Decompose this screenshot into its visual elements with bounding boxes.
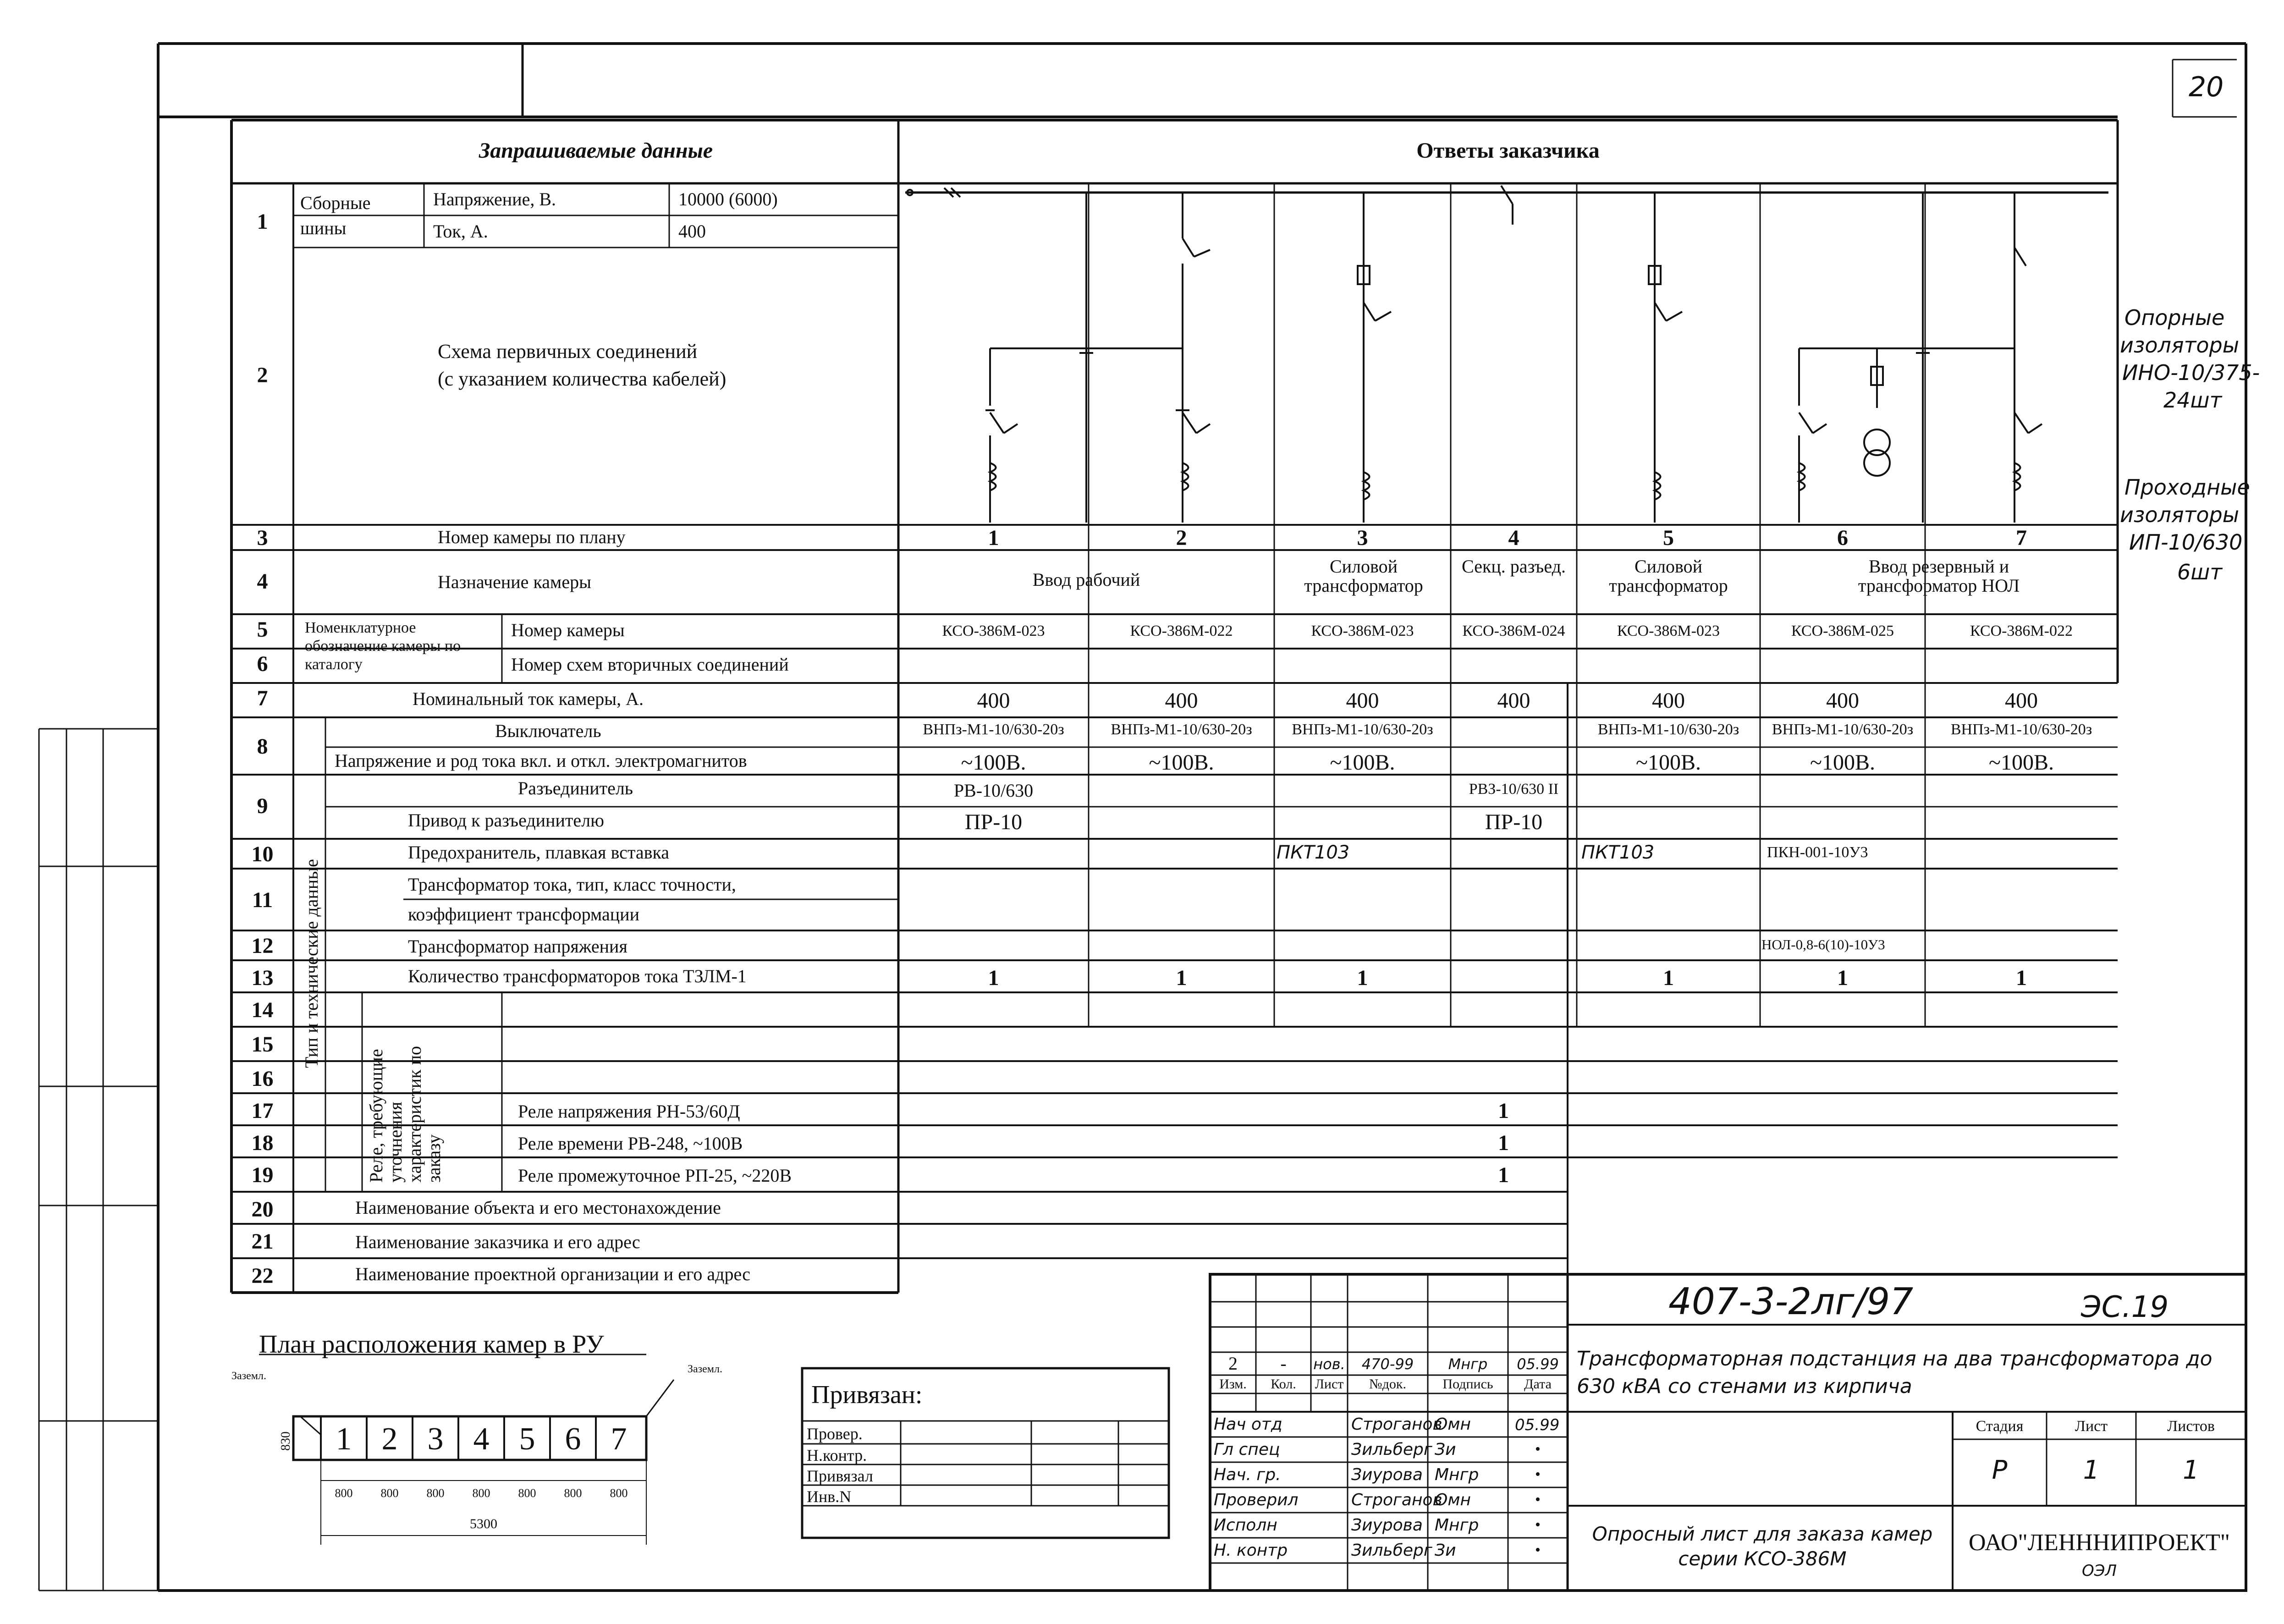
signer-sign: Омн <box>1435 1491 1471 1509</box>
camera-plan-number: 4 <box>1508 526 1519 550</box>
current-label: Ток, А. <box>433 221 488 242</box>
plan-width: 800 <box>426 1486 445 1500</box>
camera-purpose: Силовой трансформатор <box>1304 556 1423 596</box>
row-num: 20 <box>251 1197 274 1222</box>
header-cell: Дата <box>1524 1376 1552 1392</box>
signer-sign: Мнгр <box>1435 1465 1479 1484</box>
camera-current: 400 <box>977 688 1010 713</box>
change-cell: Мнгр <box>1448 1355 1488 1373</box>
signer-date: • <box>1535 1441 1541 1458</box>
plan-cell: 1 <box>336 1421 352 1457</box>
plan-total: 5300 <box>470 1516 497 1531</box>
bushing-insulators-note: Проходные <box>2124 475 2250 500</box>
header-cell: №док. <box>1369 1376 1406 1392</box>
signer-role: Исполн <box>1214 1516 1277 1535</box>
stamp-title: Трансформаторная подстанция на два трансформатора до 630 кВА со стенами из кирпича <box>1577 1347 2212 1398</box>
camera-magnets: ~100В. <box>1149 750 1214 775</box>
row-num: 5 <box>257 617 268 642</box>
secondary-scheme-label: Номер схем вторичных соединений <box>511 654 789 675</box>
bushing-insulators-note: ИП-10/630 <box>2129 530 2243 555</box>
camera-current: 400 <box>1165 688 1198 713</box>
signer-role: Гл спец <box>1214 1440 1280 1459</box>
stage-value: Р <box>1992 1455 2008 1485</box>
plan-width: 800 <box>518 1486 536 1500</box>
camera-number: КСО-386М-023 <box>1617 622 1720 639</box>
camera-drive: ПР-10 <box>964 810 1023 834</box>
camera-drive: ПР-10 <box>1485 810 1543 834</box>
row-num: 16 <box>251 1067 274 1091</box>
binding-row: Инв.N <box>807 1487 852 1506</box>
signer-date: • <box>1535 1516 1541 1533</box>
row-num: 17 <box>251 1099 274 1123</box>
support-insulators-note: Опорные <box>2124 305 2225 330</box>
camera-fuse: ПКТ103 <box>1277 842 1350 863</box>
camera-purpose: Ввод рабочий <box>1032 569 1140 590</box>
relay-label: Реле, требующие уточнения характеристик по заказу <box>366 1046 444 1183</box>
ct-count-label: Количество трансформаторов тока ТЗЛМ-1 <box>408 966 747 986</box>
camera-plan-number: 5 <box>1663 526 1674 550</box>
signer-sign: Мнгр <box>1435 1516 1479 1535</box>
binding-row: Н.контр. <box>807 1446 867 1464</box>
signer-role: Нач. гр. <box>1214 1465 1281 1484</box>
camera-fuse: ПКТ103 <box>1581 842 1655 863</box>
camera-current: 400 <box>2005 688 2038 713</box>
camera-plan-label: Номер камеры по плану <box>438 527 626 547</box>
camera-ct-count: 1 <box>1663 966 1674 990</box>
fuse-label: Предохранитель, плавкая вставка <box>408 842 670 863</box>
switch-label: Выключатель <box>495 721 601 741</box>
camera-ct-count: 1 <box>2016 966 2027 990</box>
right-header: Ответы заказчика <box>1416 138 1600 163</box>
binding-title: Привязан: <box>811 1381 923 1409</box>
sheet-number: 20 <box>2189 71 2224 103</box>
row-num: 14 <box>251 998 274 1022</box>
plan-wall-right: Заземл. <box>688 1363 722 1375</box>
voltage-value: 10000 (6000) <box>678 189 778 209</box>
vt-label: Трансформатор напряжения <box>408 936 627 957</box>
support-insulators-note: изоляторы <box>2120 333 2240 358</box>
relay-17: Реле напряжения РН-53/60Д <box>518 1101 740 1122</box>
row-num: 8 <box>257 734 268 759</box>
signer-name: Строганов <box>1351 1491 1442 1509</box>
signer-date: • <box>1535 1466 1541 1483</box>
camera-plan-number: 6 <box>1837 526 1848 550</box>
camera-magnets: ~100В. <box>961 750 1026 775</box>
row-num: 18 <box>251 1131 274 1155</box>
plan-width: 800 <box>610 1486 628 1500</box>
left-header: Запрашиваемые данные <box>479 138 713 163</box>
current-value: 400 <box>678 221 706 242</box>
ct-label: коэффициент трансформации <box>408 904 639 925</box>
signer-date: • <box>1535 1491 1541 1508</box>
nomenclature-label: Номенклатурное обозначение камеры по каталогу <box>305 619 461 673</box>
signer-sign: Зи <box>1435 1440 1456 1459</box>
camera-current: 400 <box>1346 688 1379 713</box>
camera-disconnector: РВ-10/630 <box>953 780 1034 801</box>
scheme-label: Схема первичных соединений <box>438 340 698 363</box>
voltage-label: Напряжение, В. <box>433 189 556 209</box>
row-21-label: Наименование заказчика и его адрес <box>355 1232 640 1252</box>
plan-title: План расположения камер в РУ <box>259 1330 604 1359</box>
sheet-code: ЭС.19 <box>2081 1290 2169 1324</box>
signer-date: 05.99 <box>1515 1416 1560 1434</box>
bushing-insulators-note: изоляторы <box>2120 502 2240 527</box>
binding-row: Привязал <box>807 1467 873 1485</box>
row-num: 22 <box>251 1264 274 1288</box>
sheets-label: Листов <box>2167 1418 2215 1435</box>
row-num: 21 <box>251 1229 274 1254</box>
disconnector-label: Разъединитель <box>518 778 633 798</box>
org-sub: ОЭЛ <box>2081 1562 2117 1580</box>
camera-relay: 1 <box>1498 1131 1509 1155</box>
camera-ct-count: 1 <box>988 966 999 990</box>
camera-ct-count: 1 <box>1357 966 1368 990</box>
plan-width: 800 <box>335 1486 353 1500</box>
camera-vt: НОЛ-0,8-6(10)-10У3 <box>1761 936 1885 952</box>
signer-name: Зильберг <box>1351 1541 1432 1560</box>
org-name: ОАО"ЛЕНННИПРОЕКТ" <box>1968 1530 2230 1556</box>
busbar-label: Сборные шины <box>300 193 371 238</box>
camera-switch: ВНПз-М1-10/630-20з <box>1292 721 1433 738</box>
camera-plan-number: 3 <box>1357 526 1368 550</box>
row-num: 11 <box>252 888 273 912</box>
camera-number: КСО-386М-023 <box>942 622 1045 639</box>
change-cell: 2 <box>1228 1353 1238 1374</box>
row-num: 2 <box>257 363 268 387</box>
camera-relay: 1 <box>1498 1099 1509 1123</box>
signer-role: Н. контр <box>1214 1541 1288 1560</box>
row-num: 4 <box>257 569 268 594</box>
signer-role: Нач отд <box>1214 1415 1282 1434</box>
plan-width: 800 <box>380 1486 399 1500</box>
support-insulators-note: ИНО-10/375- <box>2122 360 2260 385</box>
camera-fuse: ПКН-001-10У3 <box>1767 844 1868 861</box>
camera-current: 400 <box>1826 688 1859 713</box>
plan-cell: 4 <box>473 1421 490 1457</box>
sheets-value: 1 <box>2183 1455 2199 1485</box>
change-cell: нов. <box>1313 1355 1345 1373</box>
signer-name: Строганов <box>1351 1415 1442 1434</box>
camera-magnets: ~100В. <box>1636 750 1701 775</box>
change-cell: - <box>1280 1353 1287 1374</box>
camera-plan-number: 2 <box>1176 526 1187 550</box>
sheet-value: 1 <box>2083 1455 2100 1485</box>
header-cell: Подпись <box>1442 1376 1493 1392</box>
plan-cell: 6 <box>565 1421 581 1457</box>
signer-date: • <box>1535 1541 1541 1558</box>
plan-cell: 2 <box>381 1421 398 1457</box>
row-num: 13 <box>251 966 274 990</box>
camera-purpose: Секц. разъед. <box>1462 556 1566 577</box>
scheme-label: (с указанием количества кабелей) <box>438 368 726 390</box>
drive-label: Привод к разъединителю <box>408 810 604 831</box>
plan-width: 800 <box>472 1486 490 1500</box>
camera-switch: ВНПз-М1-10/630-20з <box>1111 721 1252 738</box>
rated-current-label: Номинальный ток камеры, А. <box>413 688 644 709</box>
camera-ct-count: 1 <box>1176 966 1187 990</box>
relay-18: Реле времени РВ-248, ~100В <box>518 1133 743 1154</box>
row-22-label: Наименование проектной организации и его адрес <box>355 1264 750 1284</box>
row-num: 15 <box>251 1032 274 1057</box>
camera-number: КСО-386М-023 <box>1311 622 1414 639</box>
header-cell: Изм. <box>1219 1376 1247 1392</box>
header-cell: Лист <box>1315 1376 1344 1392</box>
camera-magnets: ~100В. <box>1989 750 2054 775</box>
doc-code: 407-3-2лг/97 <box>1668 1280 1914 1323</box>
support-insulators-note: 24шт <box>2163 388 2222 413</box>
camera-purpose-label: Назначение камеры <box>438 572 591 592</box>
row-num: 7 <box>257 686 268 710</box>
plan-cell: 3 <box>427 1421 444 1457</box>
row-num: 9 <box>257 794 268 818</box>
camera-number: КСО-386М-022 <box>1970 622 2073 639</box>
plan-cell: 5 <box>519 1421 535 1457</box>
row-20-label: Наименование объекта и его местонахождение <box>355 1197 721 1218</box>
camera-relay: 1 <box>1498 1163 1509 1187</box>
ct-label: Трансформатор тока, тип, класс точности, <box>408 874 736 895</box>
camera-current: 400 <box>1652 688 1685 713</box>
camera-switch: ВНПз-М1-10/630-20з <box>1597 721 1739 738</box>
row-num: 6 <box>257 652 268 676</box>
plan-depth: 830 <box>279 1431 293 1451</box>
stage-label: Стадия <box>1976 1418 2024 1435</box>
row-num: 1 <box>257 209 268 234</box>
binding-row: Провер. <box>807 1425 863 1443</box>
plan-width: 800 <box>564 1486 582 1500</box>
camera-magnets: ~100В. <box>1810 750 1875 775</box>
header-cell: Кол. <box>1271 1376 1296 1392</box>
row-num: 12 <box>251 934 274 958</box>
camera-ct-count: 1 <box>1837 966 1848 990</box>
plan-wall-left: Заземл. <box>231 1370 266 1382</box>
plan-cell: 7 <box>611 1421 627 1457</box>
camera-plan-number: 7 <box>2016 526 2027 550</box>
camera-switch: ВНПз-М1-10/630-20з <box>1950 721 2092 738</box>
change-cell: 05.99 <box>1517 1355 1559 1373</box>
stamp-subtitle: Опросный лист для заказа камер серии КСО-386М <box>1592 1523 1933 1570</box>
camera-purpose: Ввод резервный и трансформатор НОЛ <box>1858 556 2020 596</box>
camera-purpose: Силовой трансформатор <box>1609 556 1728 596</box>
relay-19: Реле промежуточное РП-25, ~220В <box>518 1165 792 1186</box>
row-num: 3 <box>257 526 268 550</box>
camera-switch: ВНПз-М1-10/630-20з <box>923 721 1064 738</box>
sheet-label: Лист <box>2075 1418 2108 1435</box>
camera-number: КСО-386М-022 <box>1130 622 1233 639</box>
signer-name: Зиурова <box>1351 1516 1423 1535</box>
signer-role: Проверил <box>1214 1491 1299 1509</box>
row-num: 19 <box>251 1163 274 1187</box>
camera-current: 400 <box>1497 688 1530 713</box>
camera-number: КСО-386М-024 <box>1462 622 1565 639</box>
signer-sign: Зи <box>1435 1541 1456 1560</box>
camera-disconnector: РВЗ-10/630 II <box>1469 781 1559 798</box>
change-cell: 470-99 <box>1361 1355 1414 1373</box>
signer-name: Зиурова <box>1351 1465 1423 1484</box>
camera-number-label: Номер камеры <box>511 620 625 640</box>
magnets-label: Напряжение и род тока вкл. и откл. электромагнитов <box>335 750 747 771</box>
signer-sign: Омн <box>1435 1415 1471 1434</box>
bushing-insulators-note: 6шт <box>2177 560 2223 584</box>
camera-plan-number: 1 <box>988 526 999 550</box>
camera-number: КСО-386М-025 <box>1791 622 1894 639</box>
camera-switch: ВНПз-М1-10/630-20з <box>1772 721 1914 738</box>
signer-name: Зильберг <box>1351 1440 1432 1459</box>
camera-magnets: ~100В. <box>1330 750 1395 775</box>
row-num: 10 <box>251 842 274 866</box>
tech-data-label: Тип и технические данные <box>301 859 322 1068</box>
